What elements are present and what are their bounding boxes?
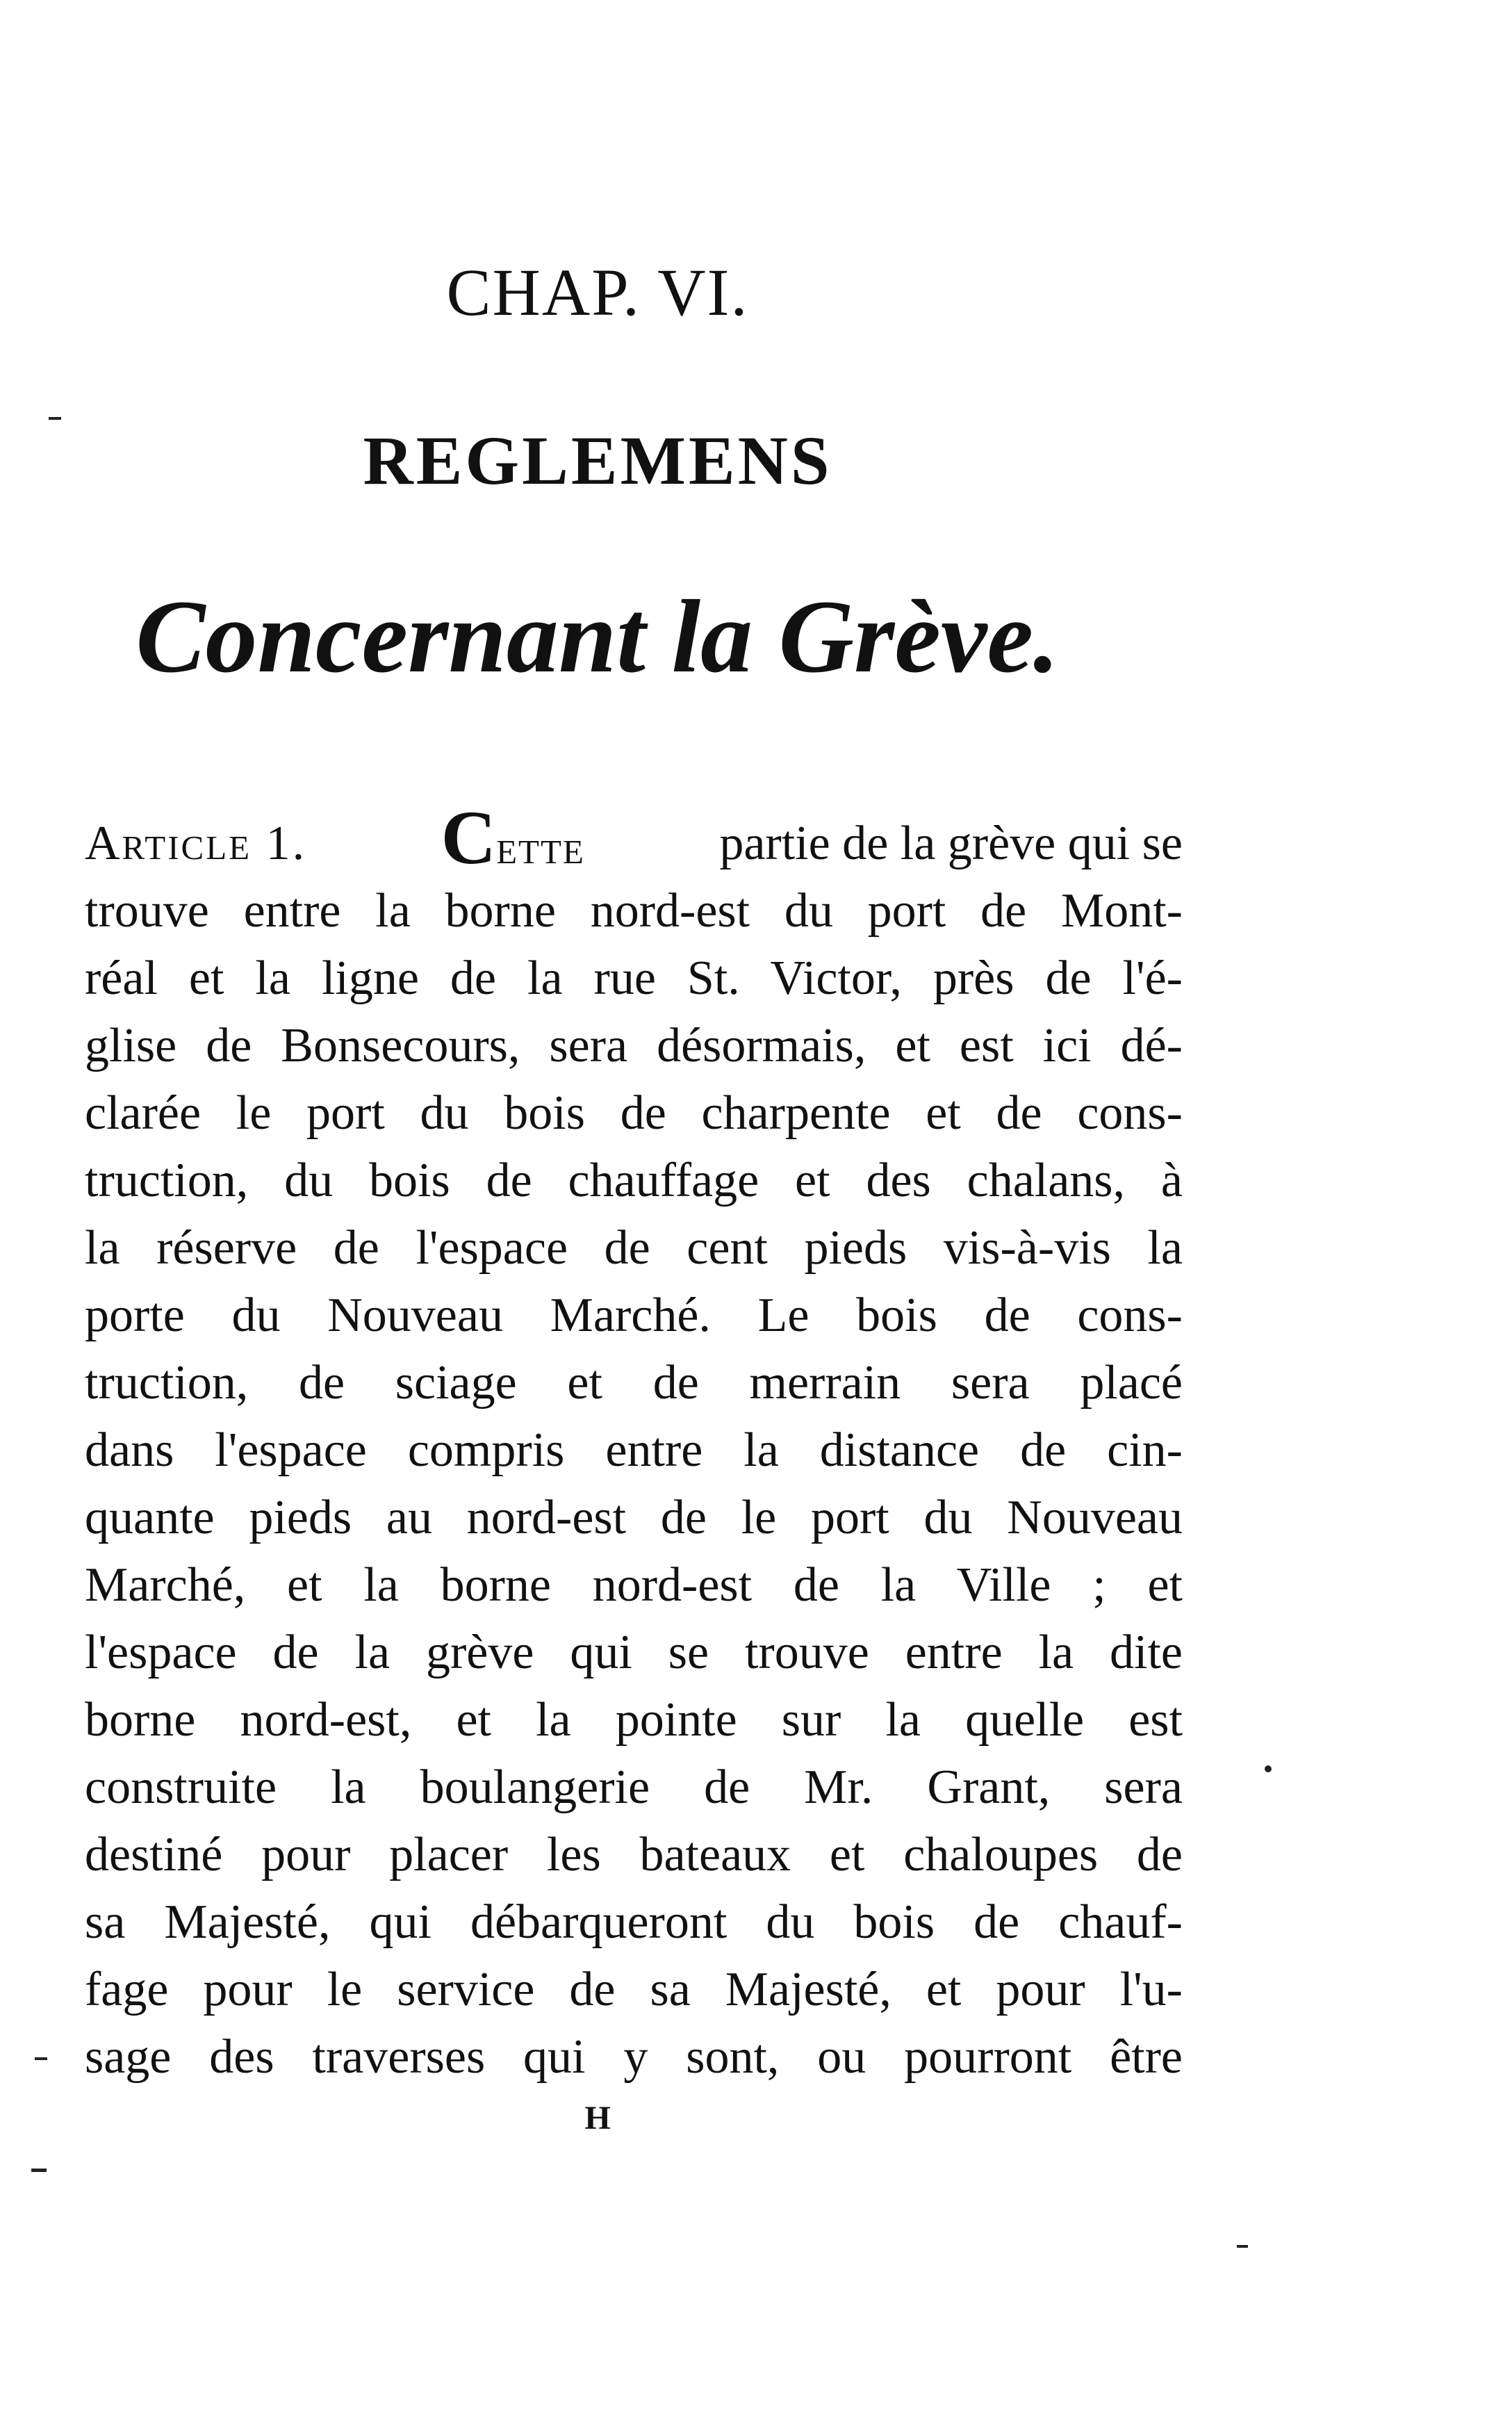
- text-line-content: sa Majesté, qui débarqueront du bois de chauf-: [85, 1895, 1183, 1949]
- text-line: [85, 2023, 1183, 2091]
- chapter-heading: CHAP. VI.: [446, 255, 749, 329]
- text-line: [85, 1551, 1183, 1619]
- text-line-content: destiné pour placer les bateaux et chaloupes de: [85, 1828, 1183, 1881]
- text-line: [85, 1282, 1183, 1349]
- text-line: [85, 1012, 1183, 1079]
- text-line-content: porte du Nouveau Marché. Le bois de cons-: [85, 1289, 1183, 1342]
- text-line-content: clarée le port du bois de charpente et de cons-: [85, 1086, 1183, 1140]
- section-title: REGLEMENS: [363, 422, 832, 499]
- section-subtitle: Concernant la Grève.: [135, 579, 1060, 694]
- text-line-content: borne nord-est, et la pointe sur la quelle est: [85, 1693, 1183, 1747]
- text-line: [85, 1079, 1183, 1147]
- scan-speck: [1237, 2245, 1248, 2248]
- text-line: partie de la grève qui se: [719, 817, 1183, 870]
- text-line: [85, 1888, 1183, 1956]
- text-line: [85, 877, 1183, 945]
- text-line: [85, 1686, 1183, 1754]
- text-line-content: sage des traverses qui y sont, ou pourront être: [85, 2030, 1183, 2084]
- text-line: [85, 1147, 1183, 1214]
- text-line-content: truction, de sciage et de merrain sera placé: [85, 1356, 1183, 1410]
- text-line-content: Marché, et la borne nord-est de la Ville ; et: [85, 1558, 1183, 1612]
- text-line-content: l'espace de la grève qui se trouve entre la dite: [85, 1626, 1183, 1679]
- text-line: [85, 1484, 1183, 1551]
- article-first-line: [85, 795, 1183, 880]
- scan-speck: [1265, 1765, 1272, 1772]
- text-line: [85, 1956, 1183, 2023]
- drop-cap: C: [441, 795, 497, 880]
- text-line-content: quante pieds au nord-est de le port du Nouveau: [85, 1491, 1183, 1544]
- text-line: [85, 1349, 1183, 1416]
- scan-speck: [35, 2057, 47, 2060]
- text-line: [85, 945, 1183, 1012]
- article-opening: [441, 795, 585, 880]
- text-line: [85, 1754, 1183, 1821]
- text-line-content: dans l'espace compris entre la distance de cin-: [85, 1423, 1183, 1477]
- text-line: [85, 1214, 1183, 1282]
- scan-speck: [49, 417, 61, 420]
- text-line-content: construite la boulangerie de Mr. Grant, sera: [85, 1761, 1183, 1814]
- text-line-content: trouve entre la borne nord-est du port de Mont-: [85, 884, 1183, 938]
- text-line-content: fage pour le service de sa Majesté, et pour l'u-: [85, 1963, 1183, 2016]
- scan-speck: [31, 2169, 47, 2172]
- text-line-content: truction, du bois de chauffage et des chalans, à: [85, 1154, 1183, 1207]
- text-line-content: glise de Bonsecours, sera désormais, et est ici dé-: [85, 1019, 1183, 1072]
- article-body: [85, 795, 1183, 2091]
- text-line: [85, 1416, 1183, 1484]
- text-line: [85, 1619, 1183, 1686]
- text-line-content: réal et la ligne de la rue St. Victor, près de l'é-: [85, 952, 1183, 1005]
- opening-word-rest: ette: [496, 821, 585, 874]
- signature-mark: H: [584, 2100, 611, 2137]
- article-label: Article 1.: [85, 817, 307, 870]
- text-line-content: la réserve de l'espace de cent pieds vis-à-vis la: [85, 1221, 1183, 1275]
- text-line: [85, 1821, 1183, 1888]
